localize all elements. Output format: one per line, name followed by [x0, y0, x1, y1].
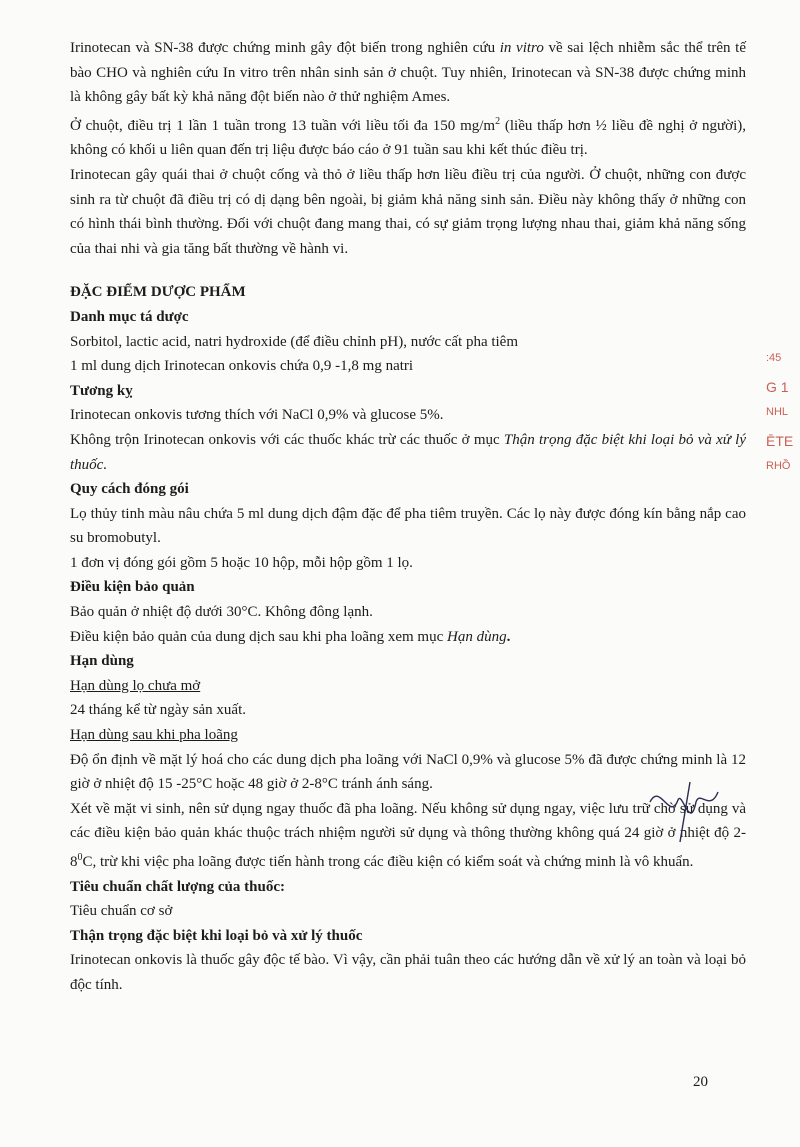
stamp-text: G 1 — [766, 379, 789, 395]
packaging-line: 1 đơn vị đóng gói gồm 5 hoặc 10 hộp, mỗi hộp gồm 1 lọ. — [70, 554, 413, 571]
text-run: về sai lệch nhiễm sắc thể trên tế bào CHO và nghiên cứu In vitro trên nhân sinh sản ở chuột. Tuy nhiên, Irinotecan và SN-38 được chứng minh là không gây bất kỳ khả năng đột biến nào ở thử nghiệm Ames. — [70, 40, 746, 106]
italic-reference: Hạn dùng — [447, 628, 507, 645]
stamp-text: RHỒ — [766, 460, 791, 472]
packaging-line: Lọ thủy tinh màu nâu chứa 5 ml dung dịch đậm đặc để pha tiêm truyền. Các lọ này được đóng kín bằng nắp cao su bromobutyl. — [70, 505, 746, 547]
unopened-text: 24 tháng kể từ ngày sản xuất. — [70, 702, 247, 719]
stamp-text: NHL — [766, 406, 789, 418]
text-run: Irinotecan và SN-38 được chứng minh gây đột biến trong nghiên cứu — [70, 40, 500, 56]
signature-mark — [630, 772, 740, 852]
storage-heading: Điều kiện bảo quản — [70, 579, 195, 596]
quality-heading: Tiêu chuẩn chất lượng của thuốc: — [70, 878, 285, 895]
text-run: Không trộn Irinotecan onkovis với các thuốc khác trừ các thuốc ở mục — [70, 431, 504, 448]
quality-text: Tiêu chuẩn cơ sở — [70, 903, 173, 920]
stamp-text: :45 — [766, 352, 782, 364]
text-run: Điều kiện bảo quản của dung dịch sau khi pha loãng xem mục — [70, 628, 447, 645]
storage-line — [70, 625, 746, 650]
teratogenicity-paragraph: Irinotecan gây quái thai ở chuột cống và thỏ ở liều thấp hơn liều điều trị của người. Ở chuột, những con được sinh ra từ chuột đã điều trị có dị dạng bên ngoài, bị giảm khả năng sinh sản. Điều này không thấy ở những con có hình thái bình thường. Đối với chuột đang mang thai, có sự giảm trọng lượng nhau thai, giảm khả năng sống của thai nhi và gia tăng bất thường về hành vi. — [70, 166, 746, 257]
carcinogenicity-paragraph — [70, 110, 746, 163]
italic-term: in vitro — [499, 40, 544, 56]
packaging-heading: Quy cách đóng gói — [70, 481, 189, 498]
document-page — [70, 36, 746, 998]
disposal-text: Irinotecan onkovis là thuốc gây độc tế bào. Vì vậy, cần phải tuân theo các hướng dẫn về xử lý an toàn và loại bỏ độc tính. — [70, 952, 746, 993]
red-stamp-fragment — [766, 352, 800, 502]
excipients-line: 1 ml dung dịch Irinotecan onkovis chứa 0,9 -1,8 mg natri — [70, 358, 414, 375]
incompatibility-line: Irinotecan onkovis tương thích với NaCl 0,9% và glucose 5%. — [70, 407, 444, 424]
text-run: Ở chuột, điều trị 1 lần 1 tuần trong 13 tuần với liều tối đa 150 mg/m — [70, 117, 496, 134]
stamp-text: ĒTE — [766, 433, 794, 449]
diluted-text: Độ ổn định về mặt lý hoá cho các dung dịch pha loãng với NaCl 0,9% và glucose 5% đã được chứng minh là 12 giờ ở nhiệt độ 15 -25°C hoặc 48 giờ ở 2-8°C tránh ánh sáng. — [70, 751, 746, 793]
superscript: 0 — [77, 852, 83, 863]
italic-reference: Thận trọng đặc biệt khi loại bỏ và xử lý thuốc. — [70, 431, 746, 473]
unopened-subheading: Hạn dùng lọ chưa mở — [70, 677, 201, 694]
incompatibility-line — [70, 428, 746, 477]
genotoxicity-paragraph — [70, 36, 746, 110]
text-run: Xét về mặt vi sinh, nên sử dụng ngay thuốc đã pha loãng. Nếu không sử dụng ngay, việc lưu trữ chờ sử dụng và các điều kiện bảo quản khác thuộc trách nhiệm người sử dụng và thông thường không quá 24 giờ ở nhiệt độ 2-8 — [70, 800, 746, 870]
excipients-heading: Danh mục tá dược — [70, 308, 189, 325]
superscript: 2 — [495, 115, 501, 127]
disposal-heading: Thận trọng đặc biệt khi loại bỏ và xử lý thuốc — [70, 927, 363, 944]
section-title: ĐẶC ĐIỂM DƯỢC PHẨM — [70, 284, 246, 301]
text-run: C, trừ khi việc pha loãng được tiến hành trong các điều kiện có kiểm soát và chứng minh là vô khuẩn. — [82, 854, 694, 870]
storage-line: Bảo quản ở nhiệt độ dưới 30°C. Không đông lạnh. — [70, 604, 373, 621]
incompatibility-heading: Tương kỵ — [70, 382, 133, 399]
page-number: 20 — [693, 1074, 708, 1090]
text-run: . — [506, 628, 511, 645]
shelf-life-heading: Hạn dùng — [70, 653, 134, 670]
excipients-line: Sorbitol, lactic acid, natri hydroxide (để điều chỉnh pH), nước cất pha tiêm — [70, 333, 519, 350]
text-run: (liều thấp hơn ½ liều đề nghị ở người), không có khối u liên quan đến trị liệu được báo cáo ở 91 tuần sau khi kết thúc điều trị. — [70, 117, 746, 159]
diluted-subheading: Hạn dùng sau khi pha loãng — [70, 727, 238, 744]
